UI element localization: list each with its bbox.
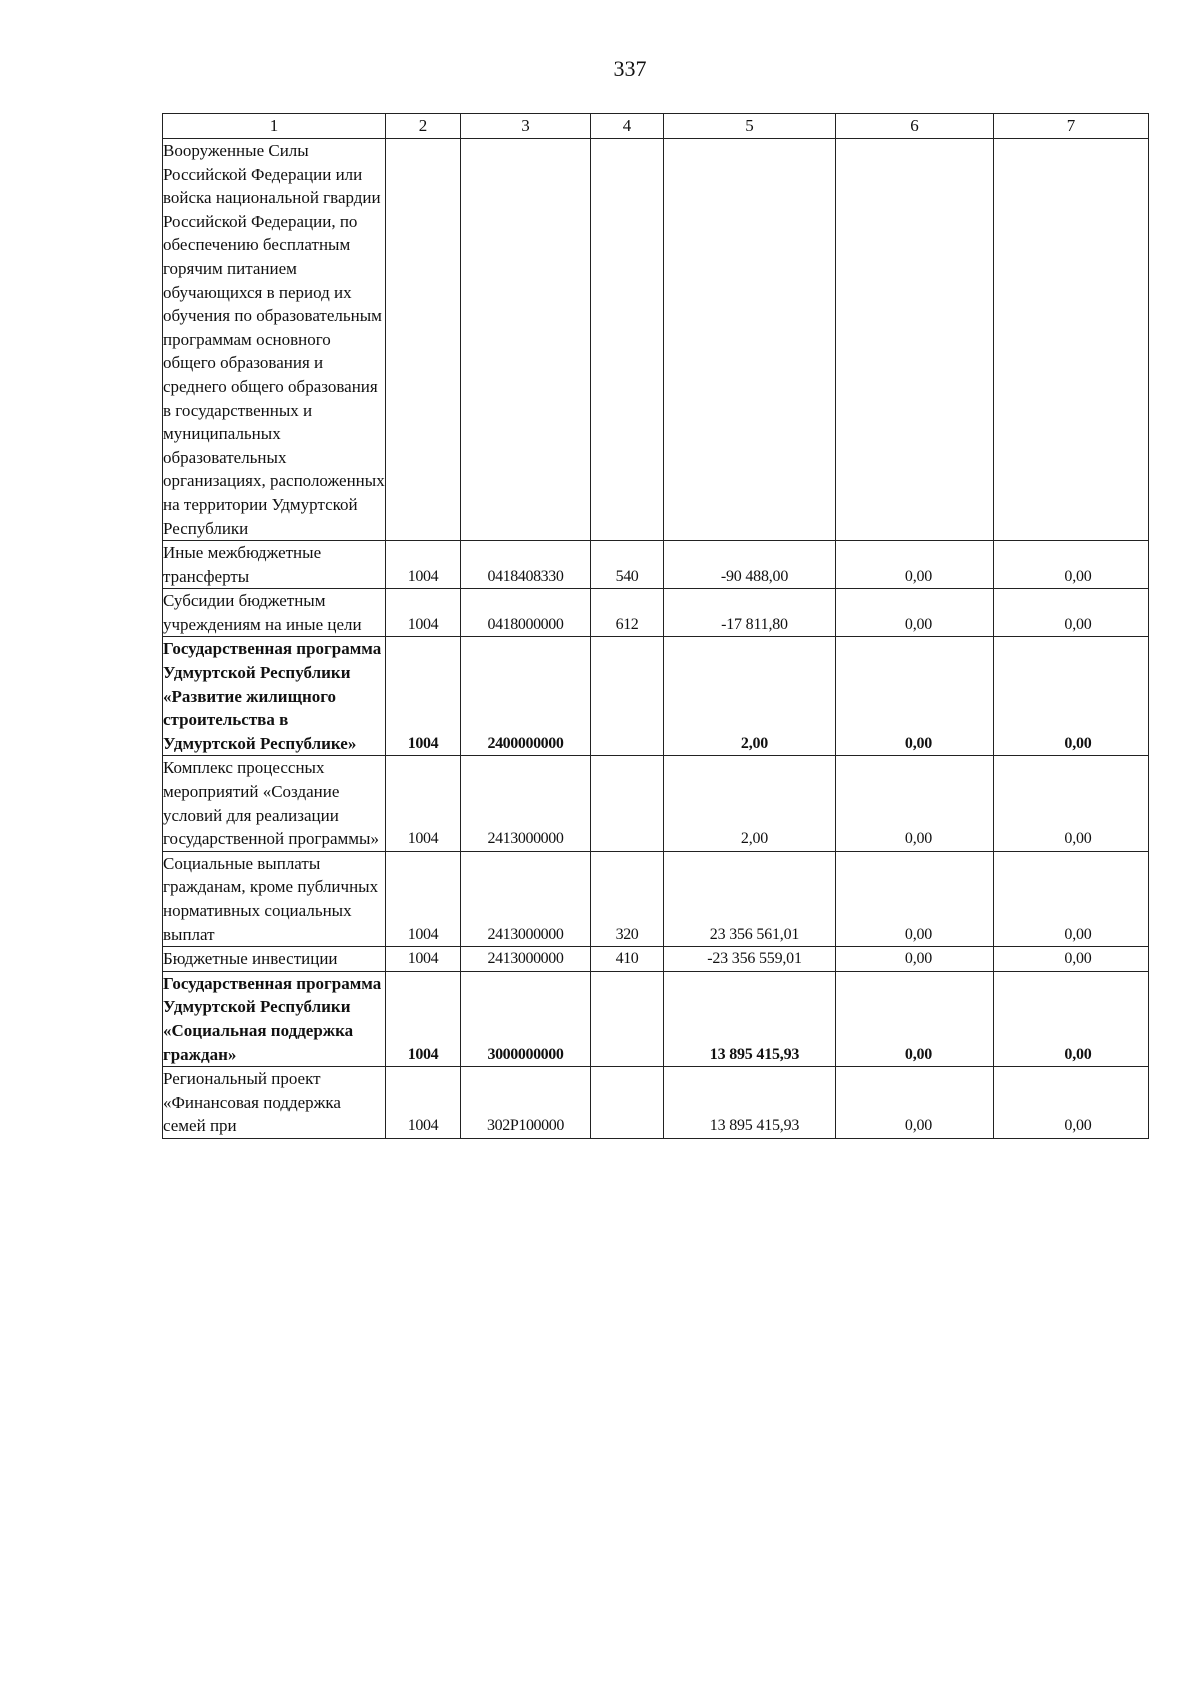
table-row xyxy=(163,947,1149,972)
cell-amount-5: -23 356 559,01 xyxy=(664,947,836,972)
cell-section-code: 1004 xyxy=(386,947,461,972)
cell-amount-5: -17 811,80 xyxy=(664,589,836,637)
cell-amount-5: 2,00 xyxy=(664,756,836,851)
cell-amount-6 xyxy=(836,139,994,541)
row-name: Иные межбюджетные трансферты xyxy=(163,541,386,589)
cell-amount-7: 0,00 xyxy=(994,851,1149,946)
cell-amount-7 xyxy=(994,139,1149,541)
column-header: 4 xyxy=(591,114,664,139)
budget-table xyxy=(162,113,1149,1139)
row-name: Вооруженные Силы Российской Федерации или войска национальной гвардии Российской Федерации, по обеспечению бесплатным горячим питанием обучающихся в период их обучения по образовательным программам основного общего образования и среднего общего образования в государственных и муниципальных образовательных организациях, расположенных на территории Удмуртской Республики xyxy=(163,139,386,541)
cell-amount-5 xyxy=(664,139,836,541)
cell-amount-6: 0,00 xyxy=(836,637,994,756)
cell-target-code: 302P100000 xyxy=(461,1067,591,1139)
cell-amount-7: 0,00 xyxy=(994,589,1149,637)
cell-section-code: 1004 xyxy=(386,756,461,851)
cell-section-code: 1004 xyxy=(386,589,461,637)
row-name: Бюджетные инвестиции xyxy=(163,947,386,972)
row-name: Комплекс процессных мероприятий «Создание условий для реализации государственной программы» xyxy=(163,756,386,851)
column-header: 6 xyxy=(836,114,994,139)
cell-expense-type xyxy=(591,139,664,541)
cell-amount-7: 0,00 xyxy=(994,541,1149,589)
row-name: Государственная программа Удмуртской Республики «Развитие жилищного строительства в Удмуртской Республике» xyxy=(163,637,386,756)
table-row xyxy=(163,541,1149,589)
column-header: 2 xyxy=(386,114,461,139)
cell-expense-type xyxy=(591,756,664,851)
cell-amount-5: -90 488,00 xyxy=(664,541,836,589)
cell-amount-5: 13 895 415,93 xyxy=(664,1067,836,1139)
table-row xyxy=(163,1067,1149,1139)
row-name: Государственная программа Удмуртской Республики «Социальная поддержка граждан» xyxy=(163,971,386,1066)
cell-amount-6: 0,00 xyxy=(836,756,994,851)
cell-target-code: 2413000000 xyxy=(461,851,591,946)
cell-target-code: 2413000000 xyxy=(461,756,591,851)
table-row xyxy=(163,756,1149,851)
cell-amount-7: 0,00 xyxy=(994,1067,1149,1139)
table-row xyxy=(163,971,1149,1066)
column-header: 5 xyxy=(664,114,836,139)
cell-amount-7: 0,00 xyxy=(994,637,1149,756)
cell-amount-7: 0,00 xyxy=(994,947,1149,972)
cell-expense-type: 410 xyxy=(591,947,664,972)
cell-section-code: 1004 xyxy=(386,1067,461,1139)
cell-target-code: 2400000000 xyxy=(461,637,591,756)
row-name: Региональный проект «Финансовая поддержка семей при xyxy=(163,1067,386,1139)
cell-expense-type: 540 xyxy=(591,541,664,589)
cell-target-code: 3000000000 xyxy=(461,971,591,1066)
cell-expense-type xyxy=(591,1067,664,1139)
cell-amount-6: 0,00 xyxy=(836,1067,994,1139)
table-row xyxy=(163,139,1149,541)
cell-target-code xyxy=(461,139,591,541)
cell-amount-6: 0,00 xyxy=(836,947,994,972)
row-name: Социальные выплаты гражданам, кроме публичных нормативных социальных выплат xyxy=(163,851,386,946)
table-row xyxy=(163,637,1149,756)
cell-expense-type xyxy=(591,637,664,756)
cell-amount-6: 0,00 xyxy=(836,589,994,637)
table-row xyxy=(163,589,1149,637)
cell-section-code: 1004 xyxy=(386,971,461,1066)
cell-amount-5: 2,00 xyxy=(664,637,836,756)
cell-amount-6: 0,00 xyxy=(836,541,994,589)
column-header: 3 xyxy=(461,114,591,139)
cell-amount-6: 0,00 xyxy=(836,851,994,946)
column-header: 1 xyxy=(163,114,386,139)
table-header-row xyxy=(163,114,1149,139)
cell-expense-type xyxy=(591,971,664,1066)
table-row xyxy=(163,851,1149,946)
cell-section-code: 1004 xyxy=(386,637,461,756)
cell-section-code xyxy=(386,139,461,541)
cell-amount-5: 23 356 561,01 xyxy=(664,851,836,946)
cell-target-code: 2413000000 xyxy=(461,947,591,972)
row-name: Субсидии бюджетным учреждениям на иные цели xyxy=(163,589,386,637)
column-header: 7 xyxy=(994,114,1149,139)
cell-amount-7: 0,00 xyxy=(994,971,1149,1066)
cell-expense-type: 612 xyxy=(591,589,664,637)
cell-target-code: 0418000000 xyxy=(461,589,591,637)
cell-section-code: 1004 xyxy=(386,851,461,946)
page-number: 337 xyxy=(613,56,647,81)
cell-section-code: 1004 xyxy=(386,541,461,589)
cell-target-code: 0418408330 xyxy=(461,541,591,589)
cell-expense-type: 320 xyxy=(591,851,664,946)
cell-amount-5: 13 895 415,93 xyxy=(664,971,836,1066)
cell-amount-6: 0,00 xyxy=(836,971,994,1066)
cell-amount-7: 0,00 xyxy=(994,756,1149,851)
